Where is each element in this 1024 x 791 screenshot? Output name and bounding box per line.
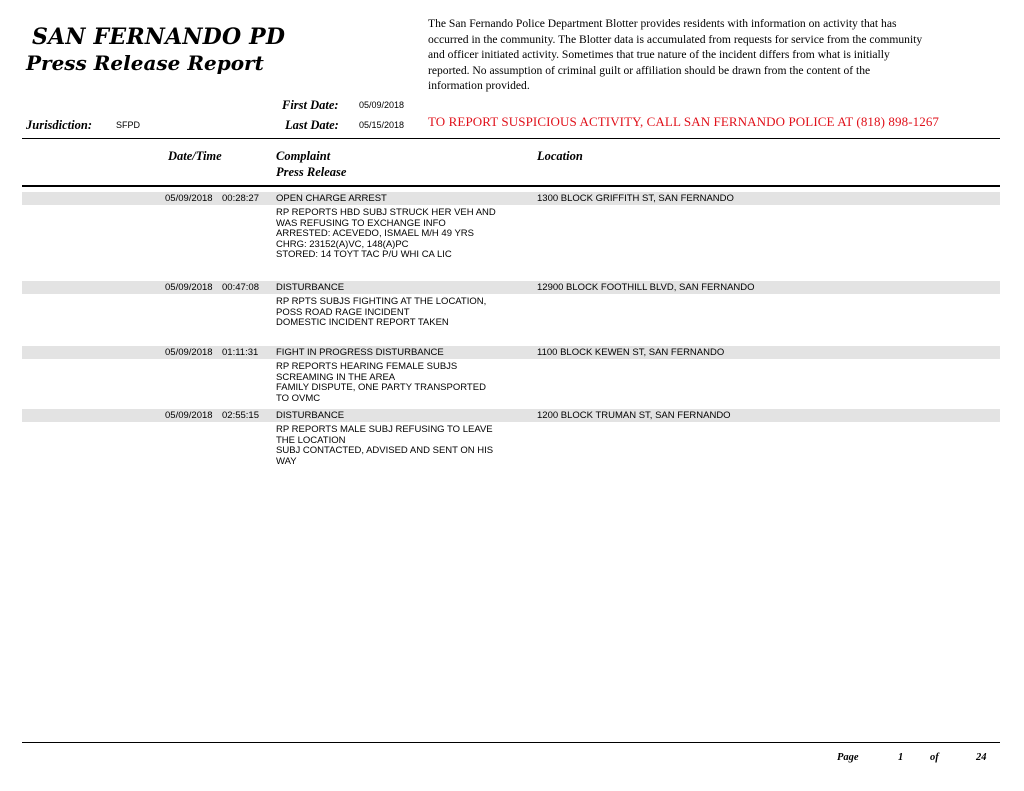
record-date: 05/09/2018 (165, 347, 213, 358)
last-date-value: 05/15/2018 (359, 120, 405, 130)
narrative-line: TO OVMC (276, 392, 321, 404)
page-of-label: of (930, 752, 939, 763)
disclaimer-line: and officer initiated activity. Sometimes that true nature of the incident differs from what is initially (428, 48, 890, 61)
record-date: 05/09/2018 (165, 410, 213, 421)
footer-divider (22, 742, 1000, 743)
narrative-line: RP REPORTS MALE SUBJ REFUSING TO LEAVE (276, 424, 493, 435)
narrative-line: THE LOCATION (276, 434, 346, 446)
disclaimer-line: occurred in the community. The Blotter data is accumulated from requests for service from the community (428, 32, 923, 46)
disclaimer-line: The San Fernando Police Department Blotter provides residents with information on activity that has (428, 17, 897, 30)
suspicious-activity-alert: TO REPORT SUSPICIOUS ACTIVITY, CALL SAN FERNANDO POLICE AT (818) 898-1267 (428, 114, 940, 129)
record-date: 05/09/2018 (165, 193, 213, 204)
column-header-divider (22, 185, 1000, 187)
column-header-complaint: Complaint (276, 149, 331, 163)
narrative-line: POSS ROAD RAGE INCIDENT (276, 306, 410, 318)
record-complaint: DISTURBANCE (276, 410, 345, 421)
record-narrative (276, 425, 526, 467)
disclaimer-line: information provided. (428, 79, 530, 92)
header-divider (22, 138, 1000, 139)
report-title: Press Release Report (26, 51, 264, 75)
record-time: 00:47:08 (222, 282, 259, 293)
narrative-line: DOMESTIC INCIDENT REPORT TAKEN (276, 317, 449, 328)
record-time: 02:55:15 (222, 410, 259, 421)
record-time: 01:11:31 (222, 347, 259, 358)
first-date-label: First Date: (282, 98, 339, 112)
record-complaint: OPEN CHARGE ARREST (276, 193, 387, 204)
record-complaint: DISTURBANCE (276, 282, 345, 293)
record-location: 1200 BLOCK TRUMAN ST, SAN FERNANDO (537, 410, 731, 421)
narrative-line: WAY (276, 455, 297, 467)
page-number: 1 (898, 752, 904, 763)
record-narrative (276, 208, 526, 261)
narrative-line: SCREAMING IN THE AREA (276, 371, 396, 383)
agency-name: SAN FERNANDO PD (32, 24, 286, 50)
record-location: 12900 BLOCK FOOTHILL BLVD, SAN FERNANDO (537, 282, 755, 293)
first-date-value: 05/09/2018 (359, 100, 405, 110)
record-narrative (276, 362, 526, 404)
record-time: 00:28:27 (222, 193, 259, 204)
page-total: 24 (976, 752, 987, 763)
record-location: 1100 BLOCK KEWEN ST, SAN FERNANDO (537, 347, 725, 358)
narrative-line: CHRG: 23152(A)VC, 148(A)PC (276, 238, 409, 250)
narrative-line: RP REPORTS HBD SUBJ STRUCK HER VEH AND (276, 207, 496, 218)
column-header-press-release: Press Release (276, 165, 347, 179)
disclaimer (428, 16, 998, 94)
record-complaint: FIGHT IN PROGRESS DISTURBANCE (276, 347, 444, 358)
disclaimer-line: reported. No assumption of criminal guilt or affiliation should be drawn from the content of the (428, 63, 871, 77)
last-date-label: Last Date: (285, 118, 339, 132)
narrative-line: ARRESTED: ACEVEDO, ISMAEL M/H 49 YRS (276, 228, 474, 239)
narrative-line: WAS REFUSING TO EXCHANGE INFO (276, 217, 446, 229)
narrative-line: FAMILY DISPUTE, ONE PARTY TRANSPORTED (276, 382, 486, 393)
narrative-line: SUBJ CONTACTED, ADVISED AND SENT ON HIS (276, 445, 494, 456)
narrative-line: RP REPORTS HEARING FEMALE SUBJS (276, 361, 458, 372)
column-header-datetime: Date/Time (168, 149, 222, 163)
page-label: Page (837, 752, 859, 763)
record-date: 05/09/2018 (165, 282, 213, 293)
jurisdiction-label: Jurisdiction: (26, 118, 92, 132)
record-narrative (276, 297, 526, 329)
narrative-line: STORED: 14 TOYT TAC P/U WHI CA LIC (276, 249, 452, 260)
record-location: 1300 BLOCK GRIFFITH ST, SAN FERNANDO (537, 193, 734, 204)
narrative-line: RP RPTS SUBJS FIGHTING AT THE LOCATION, (276, 296, 487, 307)
column-header-location: Location (537, 149, 583, 163)
jurisdiction-value: SFPD (116, 120, 141, 130)
